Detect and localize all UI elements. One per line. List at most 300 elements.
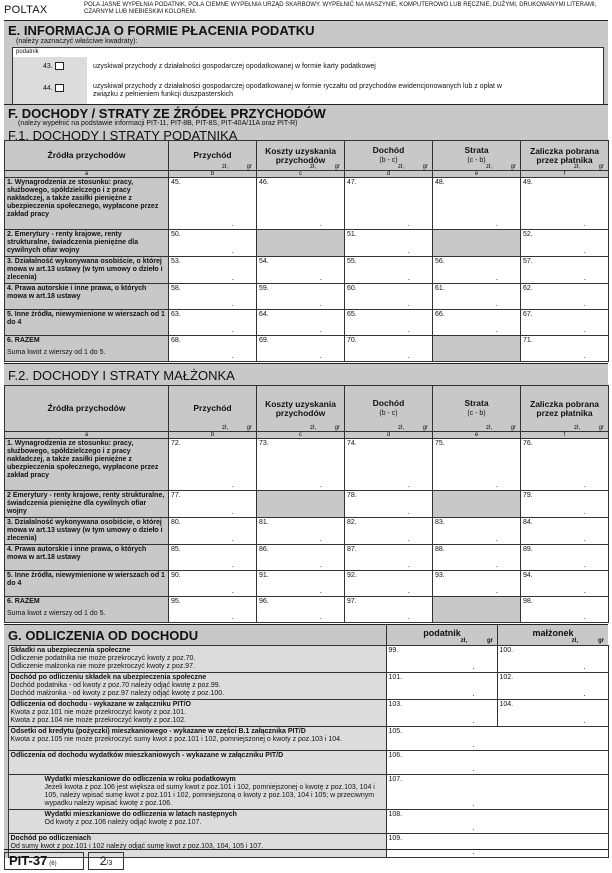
f1-field-64[interactable] <box>257 310 345 336</box>
f1-field-number: 62. <box>523 285 533 292</box>
g-row-line: Kwota z poz.104 nie może przekroczyć kwoty z poz.102. <box>10 717 186 724</box>
decimal-separator: . <box>583 716 586 725</box>
g-row-title: Wydatki mieszkaniowe do odliczenia w roku podatkowym <box>44 776 236 783</box>
g-row-2 <box>4 673 608 700</box>
f2-field-81[interactable] <box>257 518 345 545</box>
g-row-label <box>8 700 386 727</box>
f2-field-number: 77. <box>171 492 181 499</box>
f1-row-label-text: 5. Inne źródła, niewymienione w wierszach od 1 do 4 <box>7 311 165 326</box>
decimal-separator: . <box>231 351 234 360</box>
f2-row-label <box>5 597 169 623</box>
f2-field-number: 82. <box>347 519 357 526</box>
decimal-separator: . <box>583 612 586 621</box>
col-advance-header: Zaliczka pobrana przez płatnika <box>521 141 609 171</box>
f1-row-label-text: 4. Prawa autorskie i inne prawa, o których mowa w art.18 ustawy <box>7 285 147 300</box>
decimal-separator: . <box>407 612 410 621</box>
f1-row-3 <box>5 257 609 284</box>
f2-zl-b: zł, <box>222 425 228 431</box>
g-row-line: Kwota z poz.101 nie może przekroczyć kwoty z poz.101. <box>10 709 186 716</box>
decimal-separator: . <box>407 507 410 516</box>
decimal-separator: . <box>231 612 234 621</box>
f1-field-46[interactable] <box>257 178 345 230</box>
section-e-title: E. INFORMACJA O FORMIE PŁACENIA PODATKU <box>8 23 315 38</box>
form-instructions: POLA JASNE WYPEŁNIA PODATNIK, POLA CIEMNE WYPEŁNIA URZĄD SKARBOWY. WYPEŁNIĆ NA MASZYNIE, KOMPUTEROWO LUB RĘCZNIE, DUŻYMI, DRUKOWANYMI LITERAMI, CZARNYM LUB NIEBIESKIM KOLOREM. <box>84 2 597 15</box>
f2-row-3 <box>5 518 609 545</box>
f2-zl-f: zł, <box>574 425 580 431</box>
g-gr-p: gr <box>487 638 493 644</box>
f2-field-93[interactable] <box>433 571 521 597</box>
f2-row-sublabel: Suma kwot z wierszy od 1 do 5. <box>7 610 106 617</box>
f1-shaded-cell <box>257 230 345 257</box>
f2-field-number: 84. <box>523 519 533 526</box>
f1-field-68[interactable] <box>169 336 257 362</box>
decimal-separator: . <box>407 219 410 228</box>
f2-col-source-header: Źródła przychodów <box>5 386 169 432</box>
f2-field-83[interactable] <box>433 518 521 545</box>
letter-a: a <box>5 171 169 178</box>
f2-col-income-header <box>345 386 433 432</box>
decimal-separator: . <box>472 799 475 808</box>
decimal-separator: . <box>495 219 498 228</box>
decimal-separator: . <box>231 246 234 255</box>
f2-field-number: 94. <box>523 572 533 579</box>
f1-field-number: 58. <box>171 285 181 292</box>
f1-field-70[interactable] <box>345 336 433 362</box>
zl-d: zł, <box>398 164 404 170</box>
decimal-separator: . <box>407 351 410 360</box>
checkbox-43[interactable] <box>43 62 64 71</box>
f1-row-6 <box>5 336 609 362</box>
f1-field-45[interactable] <box>169 178 257 230</box>
f2-field-89[interactable] <box>521 545 609 571</box>
zl-b: zł, <box>222 164 228 170</box>
f2-letter-d <box>345 425 433 439</box>
f2-col-costs-header: Koszty uzyskania przychodów <box>257 386 345 432</box>
f1-row-2 <box>5 230 609 257</box>
f1-field-number: 48. <box>435 179 445 186</box>
f2-field-98[interactable] <box>521 597 609 623</box>
g-field-107[interactable] <box>386 775 608 810</box>
decimal-separator: . <box>319 325 322 334</box>
decimal-separator: . <box>583 325 586 334</box>
g-gr-m: gr <box>598 638 604 644</box>
f2-field-87[interactable] <box>345 545 433 571</box>
f1-field-number: 47. <box>347 179 357 186</box>
f1-field-55[interactable] <box>345 257 433 284</box>
f1-field-number: 53. <box>171 258 181 265</box>
g-row-line: Jeżeli kwota z poz.106 jest większa od sumy kwot z poz.101 i 102, pomniejszonej o kwotę z poz.103, 104 i 105, należy wpisać sumę kwot z poz.101 i 102, pomniejszoną o kwoty z poz.103, 104 i 105; w przeciwnym wypadku należy wpisać kwotę z poz.106. <box>44 784 375 807</box>
f1-shaded-cell <box>433 230 521 257</box>
col-revenue-header <box>169 141 257 171</box>
f2-zl-e: zł, <box>486 425 492 431</box>
g-row-line: Odliczenie małżonka nie może przekroczyć kwoty z poz.97. <box>10 663 195 670</box>
section-f-header <box>4 104 608 143</box>
f2-field-number: 72. <box>171 440 181 447</box>
decimal-separator: . <box>583 586 586 595</box>
col-source-header: Źródła przychodów <box>5 141 169 171</box>
f2-letter-c <box>257 425 345 439</box>
f2-letter-f <box>521 425 609 439</box>
f2-field-number: 95. <box>171 598 181 605</box>
g-row-6 <box>4 775 608 810</box>
f2-field-75[interactable] <box>433 439 521 491</box>
gr-d: gr <box>422 164 428 170</box>
g-row-line: Od sumy kwot z poz.101 i 102 należy odjąć sumę kwot z poz.103, 104, 105 i 107. <box>10 843 264 850</box>
decimal-separator: . <box>231 219 234 228</box>
f2-field-76[interactable] <box>521 439 609 491</box>
f1-field-number: 56. <box>435 258 445 265</box>
g-row-line: Odliczenie podatnika nie może przekroczyć kwoty z poz.70. <box>10 655 196 662</box>
decimal-separator: . <box>583 480 586 489</box>
letter-b-text: b <box>210 171 215 177</box>
col-costs-header: Koszty uzyskania przychodów <box>257 141 345 171</box>
g-col-malzonek-label: małżonek <box>532 628 574 638</box>
g-row-title: Odliczenia od dochodu - wykazane w załączniku PIT/O <box>10 701 191 708</box>
g-field-100[interactable] <box>497 646 608 673</box>
f2-row-label <box>5 439 169 491</box>
f1-field-number: 50. <box>171 231 181 238</box>
g-row-3 <box>4 700 608 727</box>
decimal-separator: . <box>583 351 586 360</box>
f2-field-96[interactable] <box>257 597 345 623</box>
section-e-box <box>12 47 604 111</box>
page-current: 2 <box>99 854 107 868</box>
decimal-separator: . <box>583 507 586 516</box>
g-row-title: Dochód po odliczeniu składek na ubezpieczenia społeczne <box>10 674 207 681</box>
f2-row-label-text: 4. Prawa autorskie i inne prawa, o których mowa w art.18 ustawy <box>7 546 147 561</box>
f2-field-number: 73. <box>259 440 269 447</box>
f2-field-74[interactable] <box>345 439 433 491</box>
f1-row-label-text: 1. Wynagrodzenia ze stosunku: pracy, służbowego, spółdzielczego i z pracy nakładczej, a także zasiłki pieniężne z ubezpieczenia społecznego, wypłacone przez zakład pracy <box>7 179 159 218</box>
f2-col-loss-sub: (c - b) <box>467 410 486 417</box>
f1-field-58[interactable] <box>169 284 257 310</box>
f1-row-label-text: 6. RAZEM <box>7 337 40 344</box>
decimal-separator: . <box>319 299 322 308</box>
page-total: /3 <box>106 860 113 867</box>
section-f2-header <box>4 363 608 385</box>
g-row-line: Od kwoty z poz.106 należy odjąć kwotę z poz.107. <box>44 819 202 826</box>
g-row-label <box>8 751 386 775</box>
decimal-separator: . <box>319 273 322 282</box>
f2-col-advance-header: Zaliczka pobrana przez płatnika <box>521 386 609 432</box>
g-row-title: Wydatki mieszkaniowe do odliczenia w latach następnych <box>44 811 237 818</box>
f2-gr-b: gr <box>246 425 252 431</box>
f2-row-2 <box>5 491 609 518</box>
f1-row-label-text: 2. Emerytury - renty krajowe, renty strukturalne, świadczenia pieniężne dla cywilnych ofiar wojny <box>7 231 139 254</box>
letter-d-text: d <box>386 171 391 177</box>
f1-row-label <box>5 257 169 284</box>
g-row-4 <box>4 727 608 751</box>
f2-shaded-cell <box>257 491 345 518</box>
section-e-subtitle: (należy zaznaczyć właściwe kwadraty): <box>16 38 138 45</box>
poltax-label: POLTAX <box>4 4 48 16</box>
f2-row-label <box>5 571 169 597</box>
f1-field-number: 70. <box>347 337 357 344</box>
f2-field-73[interactable] <box>257 439 345 491</box>
f2-col-loss-label: Strata <box>464 398 489 408</box>
decimal-separator: . <box>583 246 586 255</box>
decimal-separator: . <box>495 273 498 282</box>
f2-field-86[interactable] <box>257 545 345 571</box>
f2-field-82[interactable] <box>345 518 433 545</box>
f1-field-60[interactable] <box>345 284 433 310</box>
f2-gr-e: gr <box>510 425 516 431</box>
decimal-separator: . <box>583 560 586 569</box>
decimal-separator: . <box>495 325 498 334</box>
f2-field-91[interactable] <box>257 571 345 597</box>
f2-shaded-cell <box>433 597 521 623</box>
g-field-number: 103. <box>388 701 403 708</box>
g-row-line: Dochód małżonka - od kwoty z poz.97 należy odjąć kwotę z poz.100. <box>10 690 225 697</box>
g-row-title: Składki na ubezpieczenia społeczne <box>10 647 131 654</box>
f2-field-number: 92. <box>347 572 357 579</box>
g-field-103[interactable] <box>386 700 497 727</box>
f1-field-number: 57. <box>523 258 533 265</box>
f1-field-54[interactable] <box>257 257 345 284</box>
f1-field-number: 54. <box>259 258 269 265</box>
f2-row-label <box>5 491 169 518</box>
f1-field-number: 55. <box>347 258 357 265</box>
decimal-separator: . <box>583 219 586 228</box>
f2-field-number: 90. <box>171 572 181 579</box>
f1-field-number: 46. <box>259 179 269 186</box>
zl-e: zł, <box>486 164 492 170</box>
section-f-title: F. DOCHODY / STRATY ZE ŹRÓDEŁ PRZYCHODÓW <box>8 106 326 121</box>
f2-field-number: 81. <box>259 519 269 526</box>
decimal-separator: . <box>472 823 475 832</box>
f1-field-61[interactable] <box>433 284 521 310</box>
col-loss-label: Strata <box>464 145 489 155</box>
f2-field-95[interactable] <box>169 597 257 623</box>
f1-row-4 <box>5 284 609 310</box>
f1-field-52[interactable] <box>521 230 609 257</box>
decimal-separator: . <box>407 480 410 489</box>
checkbox-43-box[interactable] <box>55 62 64 70</box>
f2-row-label-text: 6. RAZEM <box>7 598 40 605</box>
f2-field-77[interactable] <box>169 491 257 518</box>
f2-row-1 <box>5 439 609 491</box>
g-field-number: 102. <box>499 674 514 681</box>
f2-row-label-text: 5. Inne źródła, niewymienione w wierszach od 1 do 4 <box>7 572 165 587</box>
col-income-label: Dochód <box>372 145 405 155</box>
g-col-podatnik <box>386 625 497 645</box>
f2-shaded-cell <box>433 491 521 518</box>
f2-field-number: 78. <box>347 492 357 499</box>
g-field-number: 100. <box>499 647 514 654</box>
f1-row-1 <box>5 178 609 230</box>
f2-letter-e <box>433 425 521 439</box>
f1-field-63[interactable] <box>169 310 257 336</box>
f2-col-income-sub: (b - c) <box>379 410 398 417</box>
f1-field-47[interactable] <box>345 178 433 230</box>
letter-c <box>257 164 345 178</box>
item-44-num: 44. <box>43 84 53 92</box>
f2-letter-e-text: e <box>474 432 479 438</box>
f2-col-income-label: Dochód <box>372 398 405 408</box>
decimal-separator: . <box>231 299 234 308</box>
col-loss-header <box>433 141 521 171</box>
f2-field-number: 96. <box>259 598 269 605</box>
g-field-99[interactable] <box>386 646 497 673</box>
f2-zl-c: zł, <box>310 425 316 431</box>
f2-field-78[interactable] <box>345 491 433 518</box>
f1-field-number: 67. <box>523 311 533 318</box>
f1-field-62[interactable] <box>521 284 609 310</box>
g-field-number: 107. <box>388 776 403 783</box>
f2-field-number: 86. <box>259 546 269 553</box>
gr-e: gr <box>510 164 516 170</box>
f1-field-57[interactable] <box>521 257 609 284</box>
gr-c: gr <box>334 164 340 170</box>
f1-field-number: 51. <box>347 231 357 238</box>
g-col-podatnik-label: podatnik <box>423 628 461 638</box>
f2-field-number: 75. <box>435 440 445 447</box>
f2-row-label-text: 2 Emerytury - renty krajowe, renty strukturalne, świadczenia pieniężne dla cywilnych ofiar wojny <box>7 492 165 515</box>
f2-letter-d-text: d <box>386 432 391 438</box>
g-field-108[interactable] <box>386 810 608 834</box>
f1-field-56[interactable] <box>433 257 521 284</box>
f1-row-label <box>5 284 169 310</box>
decimal-separator: . <box>495 480 498 489</box>
f2-field-number: 80. <box>171 519 181 526</box>
g-field-105[interactable] <box>386 727 608 751</box>
f2-gr-d: gr <box>422 425 428 431</box>
f1-field-53[interactable] <box>169 257 257 284</box>
form-name: PIT-37 <box>9 853 48 868</box>
f1-field-number: 66. <box>435 311 445 318</box>
f1-field-49[interactable] <box>521 178 609 230</box>
f1-row-label <box>5 310 169 336</box>
f1-field-48[interactable] <box>433 178 521 230</box>
f1-field-59[interactable] <box>257 284 345 310</box>
f2-field-80[interactable] <box>169 518 257 545</box>
decimal-separator: . <box>407 246 410 255</box>
f2-letter-f-text: f <box>563 432 566 438</box>
f1-field-51[interactable] <box>345 230 433 257</box>
f1-field-50[interactable] <box>169 230 257 257</box>
decimal-separator: . <box>472 689 475 698</box>
f2-field-79[interactable] <box>521 491 609 518</box>
g-row-title: Odliczenia od dochodu wydatków mieszkaniowych - wykazane w załączniku PIT/D <box>10 752 284 759</box>
f1-field-69[interactable] <box>257 336 345 362</box>
decimal-separator: . <box>319 534 322 543</box>
g-row-label <box>8 673 386 700</box>
f2-field-number: 83. <box>435 519 445 526</box>
page-number <box>88 852 124 870</box>
f1-field-number: 49. <box>523 179 533 186</box>
f2-zl-d: zł, <box>398 425 404 431</box>
decimal-separator: . <box>583 273 586 282</box>
f1-field-number: 68. <box>171 337 181 344</box>
g-field-104[interactable] <box>497 700 608 727</box>
letter-e-text: e <box>474 171 479 177</box>
decimal-separator: . <box>231 480 234 489</box>
zl-f: zł, <box>574 164 580 170</box>
f1-field-number: 69. <box>259 337 269 344</box>
g-row-label <box>8 727 386 751</box>
f1-field-66[interactable] <box>433 310 521 336</box>
g-row-label <box>8 646 386 673</box>
f2-field-number: 76. <box>523 440 533 447</box>
f2-letter-a: a <box>5 432 169 439</box>
g-row-line: Dochód podatnika - od kwoty z poz.70 należy odjąć kwotę z poz.99. <box>10 682 221 689</box>
f2-field-85[interactable] <box>169 545 257 571</box>
g-field-106[interactable] <box>386 751 608 775</box>
f2-field-number: 74. <box>347 440 357 447</box>
f1-field-67[interactable] <box>521 310 609 336</box>
decimal-separator: . <box>319 219 322 228</box>
checkbox-44-box[interactable] <box>55 84 64 92</box>
f1-row-sublabel: Suma kwot z wierszy od 1 do 5. <box>7 349 106 356</box>
decimal-separator: . <box>495 560 498 569</box>
letter-e <box>433 164 521 178</box>
g-row-title: Dochód po odliczeniach <box>10 835 92 842</box>
letter-c-text: c <box>299 171 302 177</box>
f2-field-88[interactable] <box>433 545 521 571</box>
g-col-malzonek <box>497 625 608 645</box>
f2-row-6 <box>5 597 609 623</box>
item-43-text: uzyskiwał przychody z działalności gospodarczej opodatkowanej w formie karty podatkowej <box>93 63 376 70</box>
f2-field-number: 98. <box>523 598 533 605</box>
item-44-text: uzyskiwał przychody z działalności gospodarczej opodatkowanej w formie ryczałtu od przychodów ewidencjonowanych lub z opłat w związku z pełnieniem funkcji duszpasterskich <box>93 83 502 98</box>
f1-field-number: 52. <box>523 231 533 238</box>
section-g-title: G. ODLICZENIA OD DOCHODU <box>8 628 199 643</box>
g-field-101[interactable] <box>386 673 497 700</box>
decimal-separator: . <box>472 716 475 725</box>
f1-field-number: 60. <box>347 285 357 292</box>
checkbox-44[interactable] <box>43 84 64 93</box>
g-row-label <box>8 810 386 834</box>
table-f1 <box>4 140 609 362</box>
decimal-separator: . <box>583 689 586 698</box>
f1-field-71[interactable] <box>521 336 609 362</box>
g-field-number: 101. <box>388 674 403 681</box>
decimal-separator: . <box>231 560 234 569</box>
f2-field-number: 85. <box>171 546 181 553</box>
f2-field-94[interactable] <box>521 571 609 597</box>
f2-field-90[interactable] <box>169 571 257 597</box>
f1-field-number: 65. <box>347 311 357 318</box>
f1-field-number: 61. <box>435 285 445 292</box>
f1-row-label-text: 3. Działalność wykonywana osobiście, o której mowa w art.13 ustawy (w tym umowy o dzieło i zlecenia) <box>7 258 163 281</box>
f2-field-84[interactable] <box>521 518 609 545</box>
f2-field-97[interactable] <box>345 597 433 623</box>
decimal-separator: . <box>407 586 410 595</box>
decimal-separator: . <box>583 299 586 308</box>
letter-b <box>169 164 257 178</box>
f2-field-92[interactable] <box>345 571 433 597</box>
zl-c: zł, <box>310 164 316 170</box>
f1-field-65[interactable] <box>345 310 433 336</box>
f2-field-number: 91. <box>259 572 269 579</box>
f2-field-72[interactable] <box>169 439 257 491</box>
decimal-separator: . <box>407 534 410 543</box>
f2-row-5 <box>5 571 609 597</box>
g-field-number: 105. <box>388 728 403 735</box>
f2-field-number: 93. <box>435 572 445 579</box>
decimal-separator: . <box>231 586 234 595</box>
decimal-separator: . <box>319 586 322 595</box>
col-revenue-label: Przychód <box>193 150 232 160</box>
f2-field-number: 87. <box>347 546 357 553</box>
f1-field-number: 59. <box>259 285 269 292</box>
g-field-number: 108. <box>388 811 403 818</box>
g-field-102[interactable] <box>497 673 608 700</box>
g-row-1 <box>4 646 608 673</box>
g-field-number: 104. <box>499 701 514 708</box>
gr-b: gr <box>246 164 252 170</box>
letter-f-text: f <box>563 171 566 177</box>
